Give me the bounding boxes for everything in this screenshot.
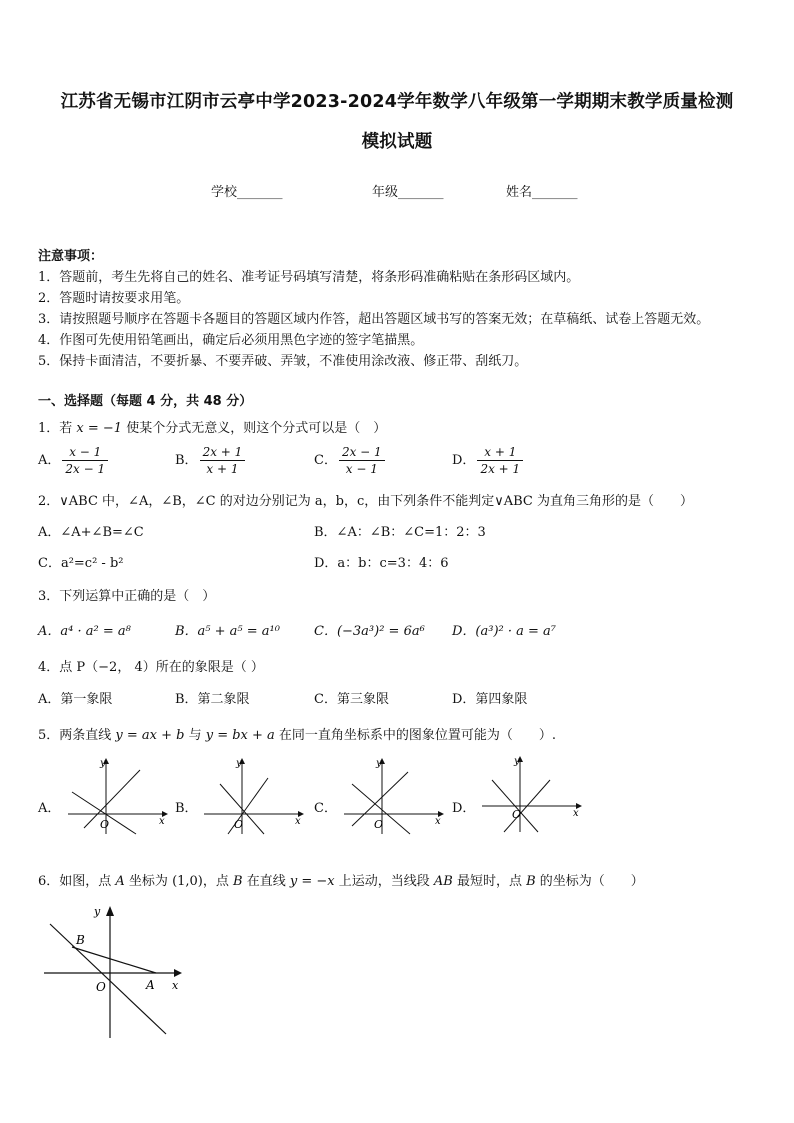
question-6-stem: 6．如图，点 A 坐标为 (1,0)，点 B 在直线 y = −x 上运动，当线段 AB 最短时，点 B 的坐标为（ ） (38, 874, 644, 889)
notice-heading: 注意事项： (38, 249, 104, 264)
q3-option-b: B．a⁵ + a⁵ = a¹⁰ (175, 624, 280, 639)
q2-option-c: C．a²=c² - b² (38, 556, 124, 571)
q3-option-c: C．(−3a³)² = 6a⁶ (314, 624, 425, 639)
q4-option-b: B．第二象限 (175, 692, 250, 707)
q4-option-a: A．第一象限 (38, 692, 113, 707)
q5-option-a-label: A． (38, 801, 61, 816)
q2-option-d: D．a：b：c=3：4：6 (314, 556, 449, 571)
school-field: 学校_______ (211, 185, 283, 200)
q1-option-c: C． $\frac{2x - 1}{x - 1}$ (314, 444, 387, 477)
notice-item: 2．答题时请按要求用笔。 (38, 291, 190, 306)
svg-text:O: O (100, 818, 110, 831)
notice-item: 1．答题前，考生先将自己的姓名、准考证号码填写清楚，将条形码准确粘贴在条形码区域内。 (38, 270, 580, 285)
notice-item: 3．请按照题号顺序在答题卡各题目的答题区域内作答，超出答题区域书写的答案无效；在草稿纸、试卷上答题无效。 (38, 312, 710, 327)
q6-figure (38, 900, 198, 1040)
q5-graph-a (62, 756, 170, 836)
q2-option-a: A．∠A+∠B=∠C (38, 525, 144, 540)
svg-text:x: x (295, 816, 301, 827)
q3-option-a: A．a⁴ · a² = a⁸ (38, 624, 131, 639)
question-4-stem: 4．点 P（−2， 4）所在的象限是（ ） (38, 660, 264, 675)
notice-item: 4．作图可先使用铅笔画出，确定后必须用黑色字迹的签字笔描黑。 (38, 333, 424, 348)
exam-title-line1: 江苏省无锡市江阴市云亭中学2023-2024学年数学八年级第一学期期末教学质量检测 (60, 92, 734, 112)
svg-text:y: y (94, 905, 101, 918)
q4-option-c: C．第三象限 (314, 692, 389, 707)
svg-text:O: O (374, 818, 384, 831)
q5-option-c-label: C． (314, 801, 337, 816)
svg-text:y: y (376, 758, 382, 769)
question-3-stem: 3．下列运算中正确的是（ ） (38, 589, 216, 604)
svg-text:O: O (512, 808, 522, 821)
svg-text:x: x (573, 808, 579, 819)
exam-title-line2: 模拟试题 (361, 132, 433, 152)
q5-graph-c (338, 756, 446, 836)
svg-text:y: y (514, 756, 520, 767)
name-field: 姓名_______ (506, 185, 578, 200)
svg-text:y: y (100, 758, 106, 769)
question-2-stem: 2．∨ABC 中，∠A，∠B，∠C 的对边分别记为 a，b，c，由下列条件不能判定∨ABC 为直角三角形的是（ ） (38, 494, 694, 509)
svg-text:O: O (96, 980, 106, 994)
q4-option-d: D．第四象限 (452, 692, 528, 707)
question-5-stem: 5．两条直线 y = ax + b 与 y = bx + a 在同一直角坐标系中的图象位置可能为（ ）. (38, 728, 557, 743)
q1-option-d: D． $\frac{x + 1}{2x + 1}$ (452, 444, 525, 477)
svg-text:x: x (159, 816, 165, 827)
svg-text:x: x (435, 816, 441, 827)
svg-text:y: y (236, 758, 242, 769)
q1-option-b: B． $\frac{2x + 1}{x + 1}$ (175, 444, 247, 477)
svg-text:A: A (146, 978, 155, 992)
svg-text:x: x (172, 979, 179, 992)
q1-option-a: A． $\frac{x - 1}{2x - 1}$ (38, 444, 110, 477)
q2-option-b: B．∠A：∠B：∠C=1：2：3 (314, 525, 486, 540)
q5-graph-b (198, 756, 306, 836)
q3-option-d: D．(a³)² · a = a⁷ (452, 624, 557, 639)
q5-option-d-label: D． (452, 801, 476, 816)
svg-text:B: B (76, 933, 85, 947)
question-1-stem: 1．若 x = −1 使某个分式无意义，则这个分式可以是（ ） (38, 421, 387, 436)
section-heading: 一、选择题（每题 4 分，共 48 分） (38, 394, 253, 409)
q5-graph-d (476, 754, 584, 834)
notice-item: 5．保持卡面清洁，不要折暴、不要弄破、弄皱，不准使用涂改液、修正带、刮纸刀。 (38, 354, 528, 369)
grade-field: 年级_______ (372, 185, 444, 200)
svg-text:O: O (234, 818, 244, 831)
q5-option-b-label: B． (175, 801, 198, 816)
